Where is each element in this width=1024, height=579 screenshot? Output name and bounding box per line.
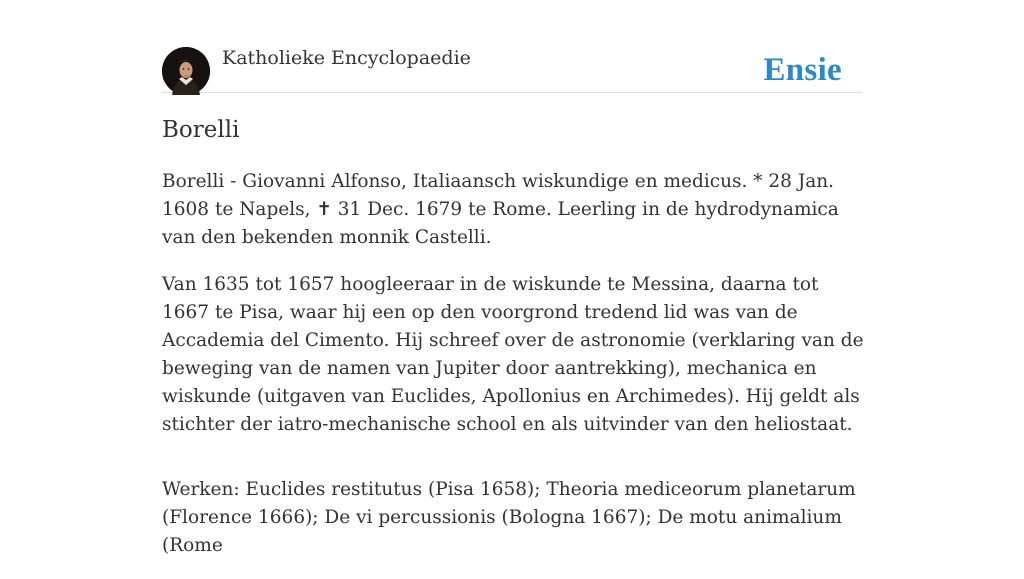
portrait-icon — [162, 47, 210, 95]
source-name[interactable]: Katholieke Encyclopaedie — [222, 47, 471, 69]
ensie-logo[interactable]: Ensie — [763, 52, 842, 88]
portrait-avatar[interactable] — [162, 47, 210, 95]
paragraph-career: Van 1635 tot 1657 hoogleeraar in de wiskunde te Messina, daarna tot 1667 te Pisa, waar hij een op den voorgrond tredend lid was van de Accademia del Cimento. Hij schreef over de astronomie (verklaring van de beweging van de namen van Jupiter door aantrekking), mechanica en wiskunde (uitgaven van Euclides, Apollonius en Archimedes). Hij geldt als stichter der iatro-mechanische school en als uitvinder van den heliostaat. — [162, 274, 864, 435]
paragraph-intro: Borelli - Giovanni Alfonso, Italiaansch wiskundige en medicus. * 28 Jan. 1608 te Napels, ✝ 31 Dec. 1679 te Rome. Leerling in de hydrodynamica van den bekenden monnik Castelli. — [162, 171, 839, 248]
article-body — [162, 168, 868, 579]
site-header — [162, 46, 862, 93]
page-title: Borelli — [162, 117, 240, 143]
paragraph-works: Werken: Euclides restitutus (Pisa 1658); Theoria mediceorum planetarum (Florence 1666); De vi percussionis (Bologna 1667); De motu animalium (Rome — [162, 479, 856, 556]
